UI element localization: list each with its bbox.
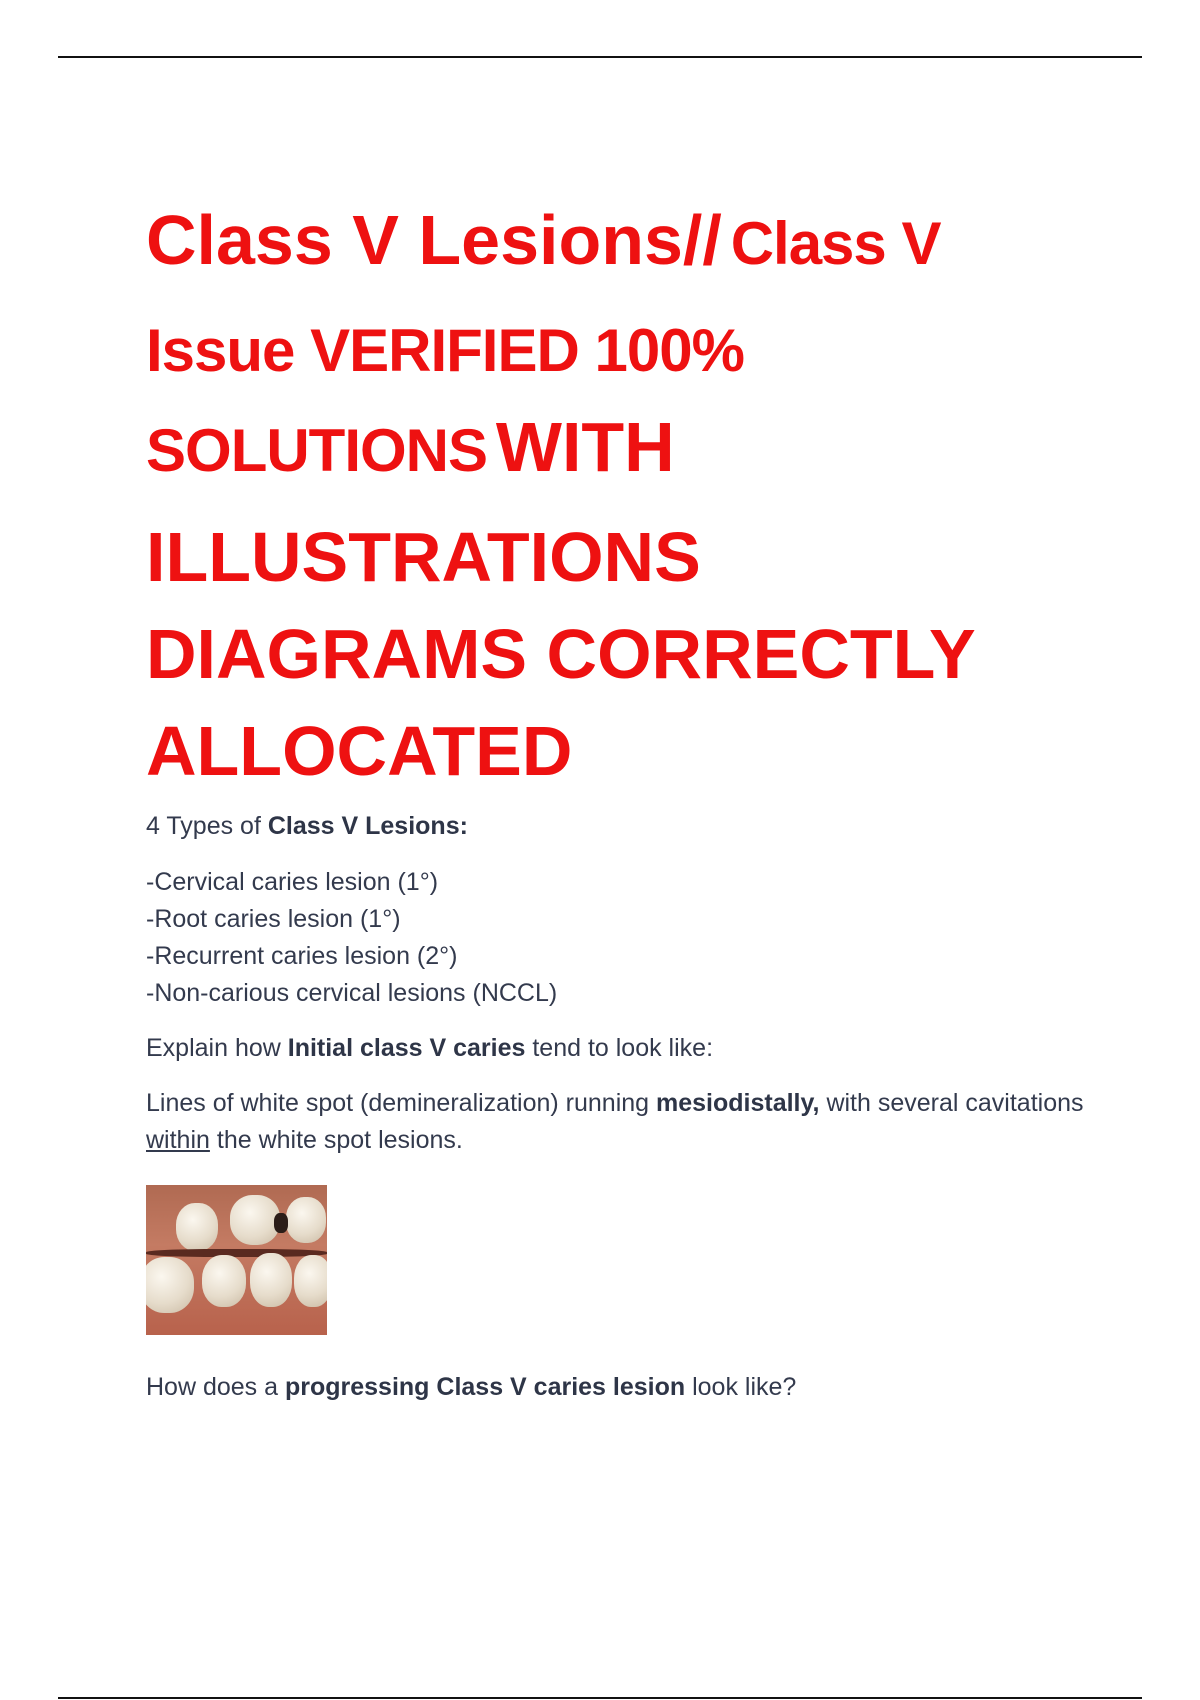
lesion-types-list — [146, 864, 1086, 1012]
document-title — [146, 192, 1126, 800]
title-line-6: ALLOCATED — [146, 712, 573, 790]
tooth-shape — [294, 1255, 327, 1307]
list-item: -Non-carious cervical lesions (NCCL) — [146, 979, 558, 1007]
tooth-shape — [176, 1203, 218, 1251]
list-item: -Recurrent caries lesion (2°) — [146, 942, 458, 970]
occlusal-gap — [146, 1249, 327, 1257]
title-line-1: Class V Lesions// Class V — [146, 201, 941, 279]
title-line-3: SOLUTIONS WITH — [146, 408, 675, 486]
teeth-photo — [146, 1185, 327, 1335]
types-heading: 4 Types of Class V Lesions: — [146, 812, 468, 840]
tooth-shape — [146, 1257, 194, 1313]
tooth-shape — [230, 1195, 280, 1245]
answer-initial-caries: Lines of white spot (demineralization) running mesiodistally, with several cavitations within the white spot lesions. — [146, 1089, 1084, 1154]
title-line-5: DIAGRAMS CORRECTLY — [146, 615, 976, 693]
caries-spot — [274, 1213, 288, 1233]
question-initial-caries: Explain how Initial class V caries tend to look like: — [146, 1034, 714, 1062]
question-progressing-caries: How does a progressing Class V caries lesion look like? — [146, 1373, 797, 1401]
title-line-4: ILLUSTRATIONS — [146, 518, 701, 596]
title-line-2: Issue VERIFIED 100% — [146, 317, 744, 384]
tooth-shape — [202, 1255, 246, 1307]
tooth-shape — [250, 1253, 292, 1307]
tooth-shape — [286, 1197, 326, 1243]
list-item: -Cervical caries lesion (1°) — [146, 868, 439, 896]
bottom-rule — [58, 1697, 1142, 1699]
top-rule — [58, 56, 1142, 58]
list-item: -Root caries lesion (1°) — [146, 905, 401, 933]
document-body — [146, 808, 1086, 1406]
